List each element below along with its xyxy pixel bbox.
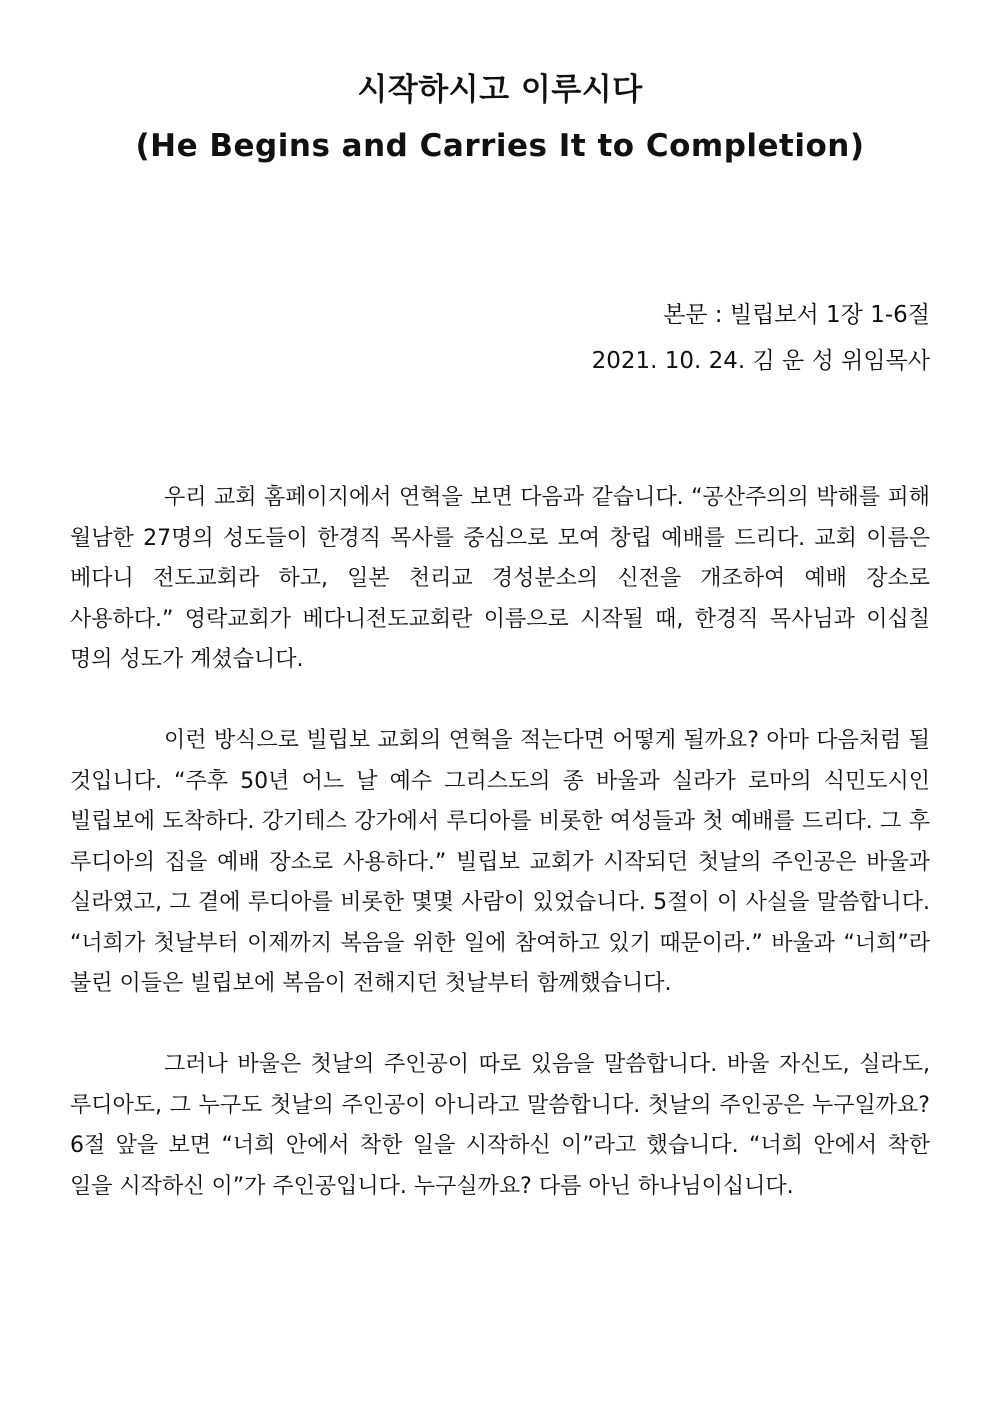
sermon-meta xyxy=(592,292,930,384)
title-korean: 시작하시고 이루시다 xyxy=(357,72,643,108)
paragraph-2: 이런 방식으로 빌립보 교회의 연혁을 적는다면 어떻게 될까요? 아마 다음처럼 될 것입니다. “주후 50년 어느 날 예수 그리스도의 종 바울과 실라가 로마의 식민도시인 빌립보에 도착하다. 강기테스 강가에서 루디아를 비롯한 여성들과 첫 예배를 드리다. 그 후 루디아의 집을 예배 장소로 사용하다.” 빌립보 교회가 시작되던 첫날의 주인공은 바울과 실라였고, 그 곁에 루디아를 비롯한 몇몇 사람이 있었습니다. 5절이 이 사실을 말씀합니다. “너희가 첫날부터 이제까지 복음을 위한 일에 참여하고 있기 때문이라.” 바울과 “너희”라 불린 이들은 빌립보에 복음이 전해지던 첫날부터 함께했습니다. xyxy=(70,728,930,996)
title-english: (He Begins and Carries It to Completion) xyxy=(135,128,865,164)
paragraph-1: 우리 교회 홈페이지에서 연혁을 보면 다음과 같습니다. “공산주의의 박해를 피해 월남한 27명의 성도들이 한경직 목사를 중심으로 모여 창립 예배를 드리다. 교회 이름은 베다니 전도교회라 하고, 일본 천리교 경성분소의 신전을 개조하여 예배 장소로 사용하다.” 영락교회가 베다니전도교회란 이름으로 시작될 때, 한경직 목사님과 이십칠 명의 성도가 계셨습니다. xyxy=(70,485,930,672)
sermon-body xyxy=(70,478,930,1207)
paragraph-3: 그러나 바울은 첫날의 주인공이 따로 있음을 말씀합니다. 바울 자신도, 실라도, 루디아도, 그 누구도 첫날의 주인공이 아니라고 말씀합니다. 첫날의 주인공은 누구일까요? 6절 앞을 보면 “너희 안에서 착한 일을 시작하신 이”라고 했습니다. “너희 안에서 착한 일을 시작하신 이”가 주인공입니다. 누구실까요? 다름 아닌 하나님이십니다. xyxy=(70,1052,930,1199)
date-author: 2021. 10. 24. 김 운 성 위임목사 xyxy=(591,348,930,374)
scripture-reference: 본문 : 빌립보서 1장 1-6절 xyxy=(663,302,930,328)
title-block xyxy=(0,62,1000,174)
